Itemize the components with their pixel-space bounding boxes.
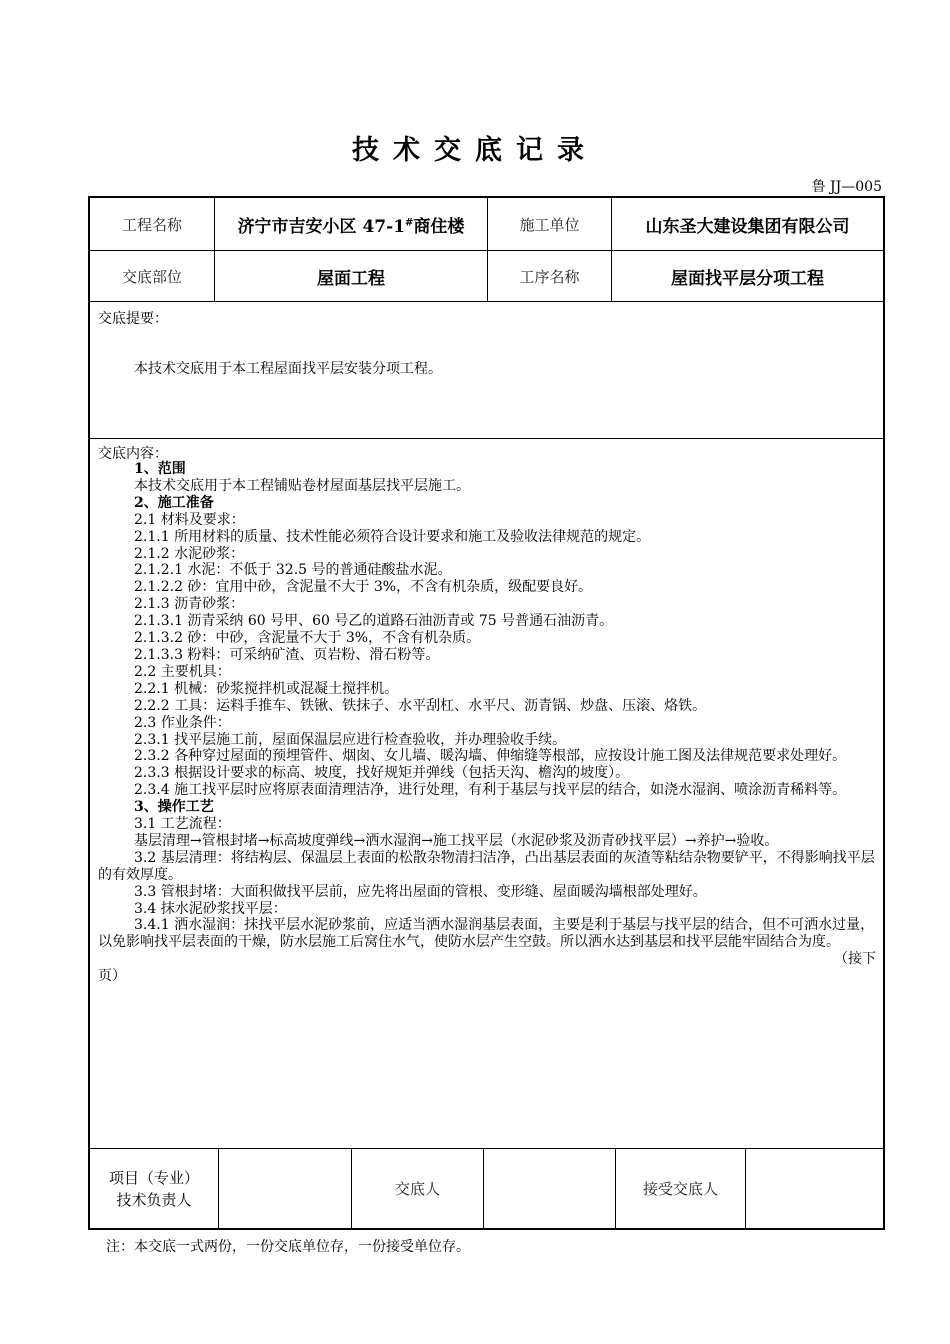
footnote: 注：本交底一式两份，一份交底单位存，一份接受单位存。 xyxy=(106,1239,470,1255)
content-label: 交底内容： xyxy=(98,446,168,462)
content-line: 2.3.2 各种穿过屋面的预埋管件、烟囱、女儿墙、暖沟墙、伸缩缝等根部，应按设计施工图及法律规范要求处理好。 xyxy=(134,748,847,765)
summary-text: 本技术交底用于本工程屋面找平层安装分项工程。 xyxy=(134,361,442,377)
header-row-1 xyxy=(90,198,883,251)
handover-part-label-cell xyxy=(90,251,215,301)
content-line: 2.1.3.1 沥青采纳 60 号甲、60 号乙的道路石油沥青或 75 号普通石油沥青。 xyxy=(134,613,614,630)
content-line: 2.1 材料及要求： xyxy=(134,511,245,528)
handover-part-label: 交底部位 xyxy=(121,267,182,286)
summary-label: 交底提要： xyxy=(98,311,168,327)
project-name-label-cell xyxy=(90,198,215,250)
construction-unit-value: 山东圣大建设集团有限公司 xyxy=(645,216,850,237)
header-row-2 xyxy=(90,251,883,302)
process-name-value-cell xyxy=(612,251,883,301)
content-line: 2.3.3 根据设计要求的标高、坡度，找好规矩并弹线（包括天沟、檐沟的坡度）。 xyxy=(134,765,630,782)
content-line: 3.4 抹水泥砂浆找平层： xyxy=(134,900,287,917)
tech-lead-signature-cell[interactable] xyxy=(219,1149,352,1228)
content-line: 页） xyxy=(98,968,126,985)
handover-part-value-cell xyxy=(215,251,488,301)
content-line: 2.1.2 水泥砂浆： xyxy=(134,545,245,562)
tech-lead-label-line1: 项目（专业） xyxy=(108,1168,199,1187)
content-line: 2.1.3.2 砂：中砂，含泥量不大于 3%，不含有机杂质。 xyxy=(134,630,481,647)
content-line: 2.1.3 沥青砂浆： xyxy=(134,596,245,613)
project-name-sup: # xyxy=(405,216,414,228)
content-line: 2.3.4 施工找平层时应将原表面清理洁净，进行处理，有利于基层与找平层的结合，如浇水湿润、喷涂沥青稀料等。 xyxy=(134,782,847,799)
content-line: 2.1.1 所用材料的质量、技术性能必须符合设计要求和施工及验收法律规范的规定。 xyxy=(134,528,651,545)
construction-unit-label-cell xyxy=(488,198,612,250)
project-name-value-cell xyxy=(215,198,488,250)
project-name-suffix: 商住楼 xyxy=(413,216,465,237)
process-name-label-cell xyxy=(488,251,612,301)
project-name-label: 工程名称 xyxy=(121,215,182,234)
summary-section xyxy=(90,302,883,439)
handover-part-value: 屋面工程 xyxy=(317,268,385,289)
project-name-main: 济宁市吉安小区 47-1 xyxy=(237,216,406,237)
content-line: 3、操作工艺 xyxy=(134,799,214,816)
construction-unit-label: 施工单位 xyxy=(519,215,580,234)
process-name-label: 工序名称 xyxy=(519,267,580,286)
content-line: 3.4.1 洒水湿润：抹找平层水泥砂浆前，应适当洒水湿润基层表面，主要是利于基层与找平层的结合，但不可洒水过量，以免影响找平层表面的干燥，防水层施工后窝住水气，使防水层产生空鼓。所以洒水达到基层和找平层能牢固结合为度。 xyxy=(98,917,875,951)
content-line: 3.1 工艺流程： xyxy=(134,816,231,833)
content-line: 2.3.1 找平层施工前，屋面保温层应进行检查验收，并办理验收手续。 xyxy=(134,731,567,748)
tech-lead-label-cell xyxy=(90,1149,219,1228)
form-code: 鲁 JJ—005 xyxy=(811,179,882,195)
content-line: 本技术交底用于本工程铺贴卷材屋面基层找平层施工。 xyxy=(134,477,470,494)
discloser-label-cell xyxy=(352,1149,484,1228)
discloser-label: 交底人 xyxy=(394,1180,440,1198)
content-body xyxy=(98,461,876,985)
content-line: 2.1.2.1 水泥：不低于 32.5 号的普通硅酸盐水泥。 xyxy=(134,562,452,579)
receiver-signature-cell[interactable] xyxy=(746,1149,883,1228)
receiver-label-cell xyxy=(616,1149,746,1228)
document-title: 技术交底记录 xyxy=(352,135,598,166)
content-line: 2、施工准备 xyxy=(134,494,214,511)
handover-form xyxy=(88,196,885,1230)
receiver-label: 接受交底人 xyxy=(642,1180,718,1198)
discloser-signature-cell[interactable] xyxy=(484,1149,616,1228)
content-line: （接下 xyxy=(834,951,876,968)
project-name-value xyxy=(238,212,465,237)
content-line: 2.1.2.2 砂：宜用中砂，含泥量不大于 3%，不含有机杂质，级配要良好。 xyxy=(134,579,593,596)
content-line: 基层清理→管根封堵→标高坡度弹线→洒水湿润→施工找平层（水泥砂浆及沥青砂找平层）→养护→验收。 xyxy=(134,832,779,849)
content-line: 3.3 管根封堵：大面积做找平层前，应先将出屋面的管根、变形缝、屋面暖沟墙根部处理好。 xyxy=(134,883,707,900)
content-line: 1、范围 xyxy=(134,461,186,477)
content-line: 2.3 作业条件： xyxy=(134,714,231,731)
content-line: 2.2.2 工具：运料手推车、铁锹、铁抹子、水平刮杠、水平尺、沥青锅、炒盘、压滚、烙铁。 xyxy=(134,697,707,714)
content-line: 3.2 基层清理：将结构层、保温层上表面的松散杂物清扫洁净，凸出基层表面的灰渣等粘结杂物要铲平，不得影响找平层的有效厚度。 xyxy=(98,849,875,883)
content-line: 2.2.1 机械：砂浆搅拌机或混凝土搅拌机。 xyxy=(134,680,399,697)
content-line: 2.2 主要机具： xyxy=(134,663,231,680)
process-name-value: 屋面找平层分项工程 xyxy=(671,268,824,289)
construction-unit-value-cell xyxy=(612,198,883,250)
tech-lead-label-line2: 技术负责人 xyxy=(116,1190,192,1209)
content-line: 2.1.3.3 粉料：可采纳矿渣、页岩粉、滑石粉等。 xyxy=(134,646,440,663)
signature-row xyxy=(90,1149,883,1228)
content-section xyxy=(90,439,883,1149)
